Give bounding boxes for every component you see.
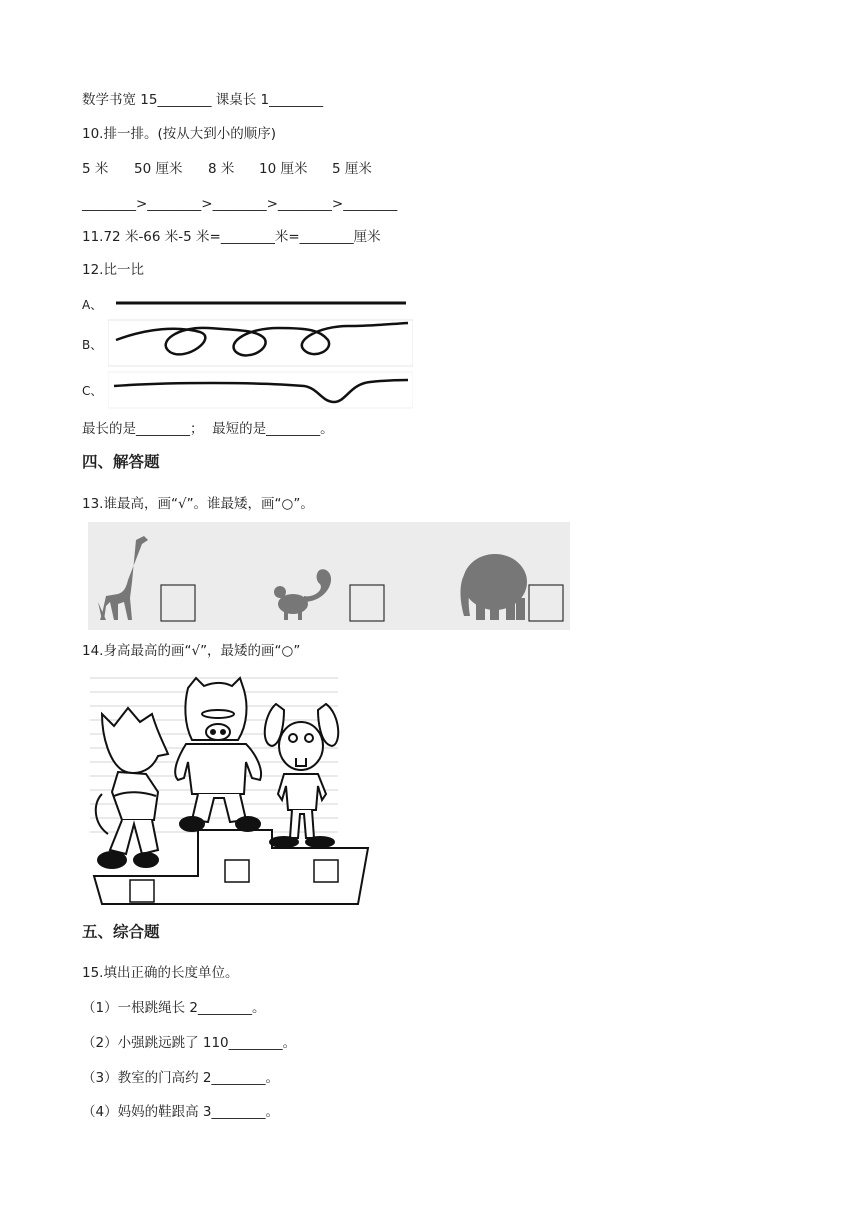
q9-tail-text: 数学书宽 15________ 课桌长 1________ [82,92,324,108]
pig-icon [175,678,261,831]
q10-item: 5 厘米 [332,161,372,177]
q10-item: 10 厘米 [259,161,308,177]
rabbit-icon [265,704,338,847]
wolf-icon [96,708,168,868]
q15-item-1: （1）一根跳绳长 2________。 [82,1000,266,1016]
line-c [114,380,408,402]
q15-item-2: （2）小强跳远跳了 110________。 [82,1035,297,1051]
q15-item-4: （4）妈妈的鞋跟高 3________。 [82,1104,279,1120]
line-b [116,323,408,355]
q12-answer: 最长的是________； 最短的是________。 [82,421,334,437]
q12-label-b: B、 [82,338,103,352]
q10-item: 50 厘米 [134,161,183,177]
section-4-heading: 四、解答题 [82,453,160,471]
q13-animals-figure [88,522,570,630]
q13-text: 13.谁最高，画“√”。谁最矮，画“○”。 [82,496,314,512]
q10-title: 10.排一排。(按从大到小的顺序) [82,126,277,142]
q12-label-a: A、 [82,298,103,312]
q10-item: 5 米 [82,161,109,177]
q11-text: 11.72 米-66 米-5 米=________米=________厘米 [82,229,381,245]
q10-blanks: ________>________>________>________>________ [82,196,398,212]
q14-text: 14.身高最高的画“√”，最矮的画“○” [82,643,301,659]
q12-label-c: C、 [82,384,103,398]
q12-title: 12.比一比 [82,262,144,278]
q15-title: 15.填出正确的长度单位。 [82,965,239,981]
section-5-heading: 五、综合题 [82,923,160,941]
q15-item-3: （3）教室的门高约 2________。 [82,1070,279,1086]
q10-item: 8 米 [208,161,235,177]
q14-characters-figure [88,674,378,906]
q12-lines-figure [108,290,413,410]
